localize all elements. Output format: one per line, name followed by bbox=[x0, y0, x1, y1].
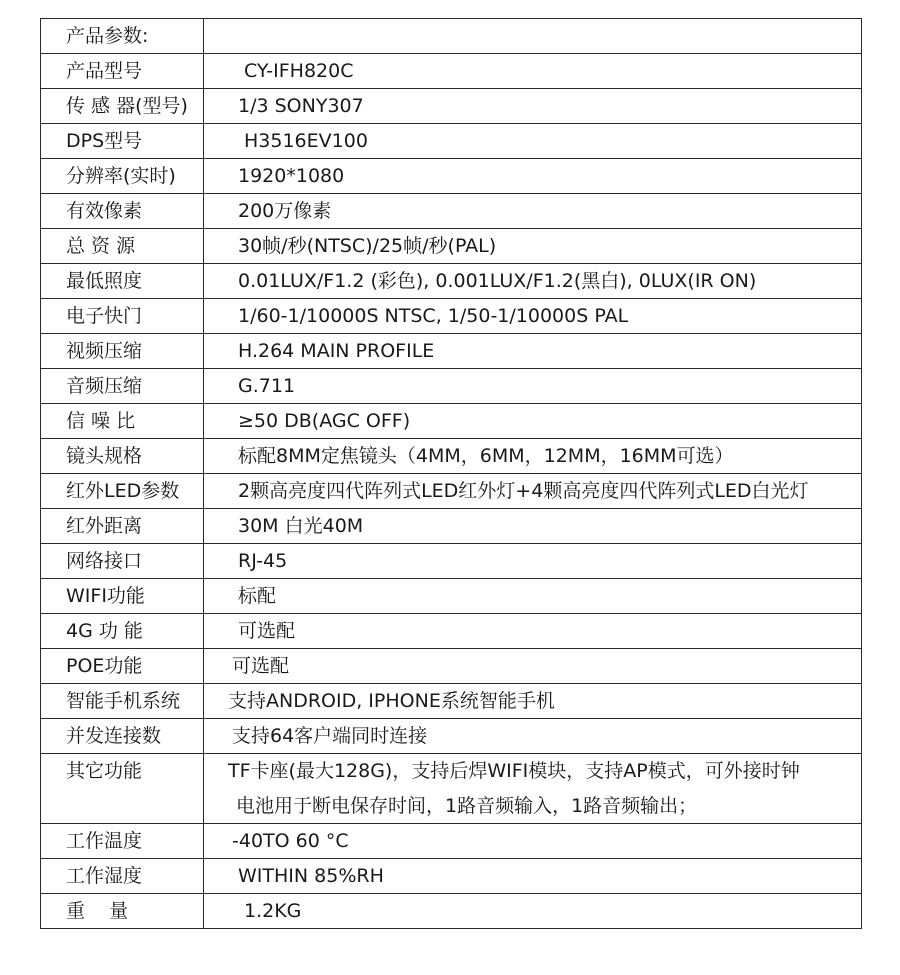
spec-label: 红外距离 bbox=[41, 509, 204, 544]
spec-value: 1/60-1/10000S NTSC, 1/50-1/10000S PAL bbox=[204, 299, 862, 334]
spec-label: 网络接口 bbox=[41, 544, 204, 579]
spec-value: 标配 bbox=[204, 579, 862, 614]
spec-value: CY-IFH820C bbox=[204, 54, 862, 89]
table-row bbox=[41, 159, 862, 194]
table-row bbox=[41, 229, 862, 264]
table-row bbox=[41, 264, 862, 299]
spec-value: 30帧/秒(NTSC)/25帧/秒(PAL) bbox=[204, 229, 862, 264]
table-row bbox=[41, 824, 862, 859]
spec-value: H.264 MAIN PROFILE bbox=[204, 334, 862, 369]
spec-value: 2颗高亮度四代阵列式LED红外灯+4颗高亮度四代阵列式LED白光灯 bbox=[204, 474, 862, 509]
spec-label: 智能手机系统 bbox=[41, 684, 204, 719]
table-row bbox=[41, 649, 862, 684]
spec-label: 总 资 源 bbox=[41, 229, 204, 264]
spec-label: 4G 功 能 bbox=[41, 614, 204, 649]
spec-value bbox=[204, 754, 862, 824]
spec-value: 0.01LUX/F1.2 (彩色), 0.001LUX/F1.2(黑白), 0LUX(IR ON) bbox=[204, 264, 862, 299]
spec-value: WITHIN 85%RH bbox=[204, 859, 862, 894]
spec-label: 工作湿度 bbox=[41, 859, 204, 894]
table-row bbox=[41, 859, 862, 894]
spec-value: 可选配 bbox=[204, 614, 862, 649]
table-row bbox=[41, 754, 862, 824]
spec-value: 1.2KG bbox=[204, 894, 862, 929]
spec-value: G.711 bbox=[204, 369, 862, 404]
table-row bbox=[41, 894, 862, 929]
table-row bbox=[41, 19, 862, 54]
spec-label: 其它功能 bbox=[41, 754, 204, 824]
spec-label: 信 噪 比 bbox=[41, 404, 204, 439]
table-row bbox=[41, 439, 862, 474]
table-row bbox=[41, 369, 862, 404]
spec-value: 标配8MM定焦镜头（4MM，6MM，12MM，16MM可选） bbox=[204, 439, 862, 474]
spec-value-line: 电池用于断电保存时间，1路音频输入，1路音频输出； bbox=[236, 794, 698, 817]
spec-label: POE功能 bbox=[41, 649, 204, 684]
spec-label: 最低照度 bbox=[41, 264, 204, 299]
product-spec-table bbox=[40, 18, 862, 929]
spec-value: 支持64客户端同时连接 bbox=[204, 719, 862, 754]
spec-label: 工作温度 bbox=[41, 824, 204, 859]
table-row bbox=[41, 404, 862, 439]
spec-value: 支持ANDROID, IPHONE系统智能手机 bbox=[204, 684, 862, 719]
spec-label: 音频压缩 bbox=[41, 369, 204, 404]
table-row bbox=[41, 719, 862, 754]
spec-label: 电子快门 bbox=[41, 299, 204, 334]
spec-value: 30M 白光40M bbox=[204, 509, 862, 544]
table-row bbox=[41, 544, 862, 579]
table-row bbox=[41, 299, 862, 334]
spec-value: RJ-45 bbox=[204, 544, 862, 579]
spec-value-line: TF卡座(最大128G)，支持后焊WIFI模块，支持AP模式，可外接时钟 bbox=[228, 760, 800, 782]
spec-label: 产品型号 bbox=[41, 54, 204, 89]
spec-label: 红外LED参数 bbox=[41, 474, 204, 509]
table-row bbox=[41, 684, 862, 719]
spec-value: H3516EV100 bbox=[204, 124, 862, 159]
table-row bbox=[41, 579, 862, 614]
table-row bbox=[41, 334, 862, 369]
spec-label: 视频压缩 bbox=[41, 334, 204, 369]
spec-value: ≥50 DB(AGC OFF) bbox=[204, 404, 862, 439]
spec-value: 1/3 SONY307 bbox=[204, 89, 862, 124]
spec-label: 有效像素 bbox=[41, 194, 204, 229]
spec-label: 并发连接数 bbox=[41, 719, 204, 754]
spec-label: 产品参数: bbox=[41, 19, 204, 54]
spec-label: DPS型号 bbox=[41, 124, 204, 159]
table-row bbox=[41, 509, 862, 544]
table-row bbox=[41, 194, 862, 229]
spec-label: 重 量 bbox=[41, 894, 204, 929]
spec-value: -40TO 60 °C bbox=[204, 824, 862, 859]
table-row bbox=[41, 89, 862, 124]
spec-label: 分辨率(实时) bbox=[41, 159, 204, 194]
table-row bbox=[41, 124, 862, 159]
spec-value bbox=[204, 19, 862, 54]
table-row bbox=[41, 614, 862, 649]
spec-label: WIFI功能 bbox=[41, 579, 204, 614]
spec-value: 可选配 bbox=[204, 649, 862, 684]
spec-label: 传 感 器(型号) bbox=[41, 89, 204, 124]
spec-label: 镜头规格 bbox=[41, 439, 204, 474]
table-row bbox=[41, 474, 862, 509]
table-row bbox=[41, 54, 862, 89]
spec-value: 200万像素 bbox=[204, 194, 862, 229]
spec-value: 1920*1080 bbox=[204, 159, 862, 194]
